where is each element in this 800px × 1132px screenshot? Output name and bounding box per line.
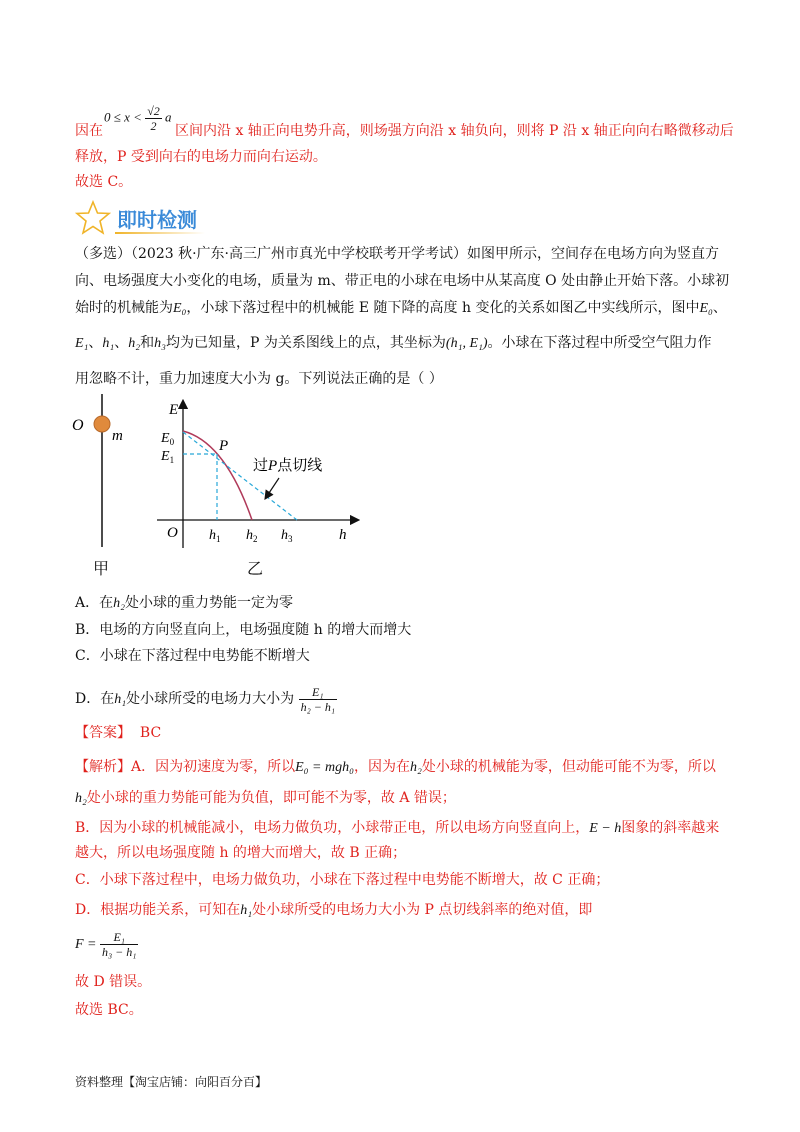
fig-b-h2: $h_2$ (246, 528, 258, 544)
analysis-C: C．小球下落过程中，电场力做负功，小球在下落过程中电势能不断增大，故 C 正确； (75, 872, 610, 888)
question-line3 (75, 298, 727, 319)
analysis-B-line1 (75, 818, 719, 839)
answer-label: 【答案】 (75, 725, 131, 741)
analysis-D-F: F = (75, 937, 97, 952)
answer-value: BC (139, 725, 162, 741)
analysis-A-1: A．因为初速度为零，所以 (131, 759, 296, 775)
range-a: a (165, 109, 172, 125)
prev-line1-text: 区间内沿 x 轴正向电势升高，则场强方向沿 x 轴负向，则将 P 沿 x 轴正向向右略微移动后 (175, 123, 734, 139)
analysis-D-conclusion: 故 D 错误。 (75, 974, 152, 990)
question-line2: 向、电场强度大小变化的电场，质量为 m、带正电的小球在电场中从某高度 O 处由静止开始下落。小球初 (75, 273, 730, 289)
analysis-A-4: 处小球的重力势能可能为负值，即可能不为零，故 A 错误； (86, 790, 456, 806)
fig-b-tangent-line (183, 432, 297, 520)
fig-a-label-m: m (112, 428, 123, 444)
option-C: C．小球在下落过程中电势能不断增大 (75, 648, 310, 664)
q4-h3: h₃ (154, 336, 167, 351)
range-num: √2 (147, 104, 160, 118)
fig-a-label-O: O (72, 417, 84, 434)
q4-a: 、 (88, 335, 103, 351)
prev-solution-conclusion: 故选 C。 (75, 174, 133, 190)
prev-line1-prefix: 因在 (75, 123, 103, 139)
q3-c: 、 (712, 300, 727, 316)
option-A (75, 593, 293, 614)
analysis-A-2: ，因为在 (353, 759, 410, 775)
analysis-B-eh: E − h (589, 821, 622, 836)
option-A-post: 处小球的重力势能一定为零 (125, 595, 293, 611)
figure-a (70, 392, 130, 562)
analysis-A-h2b: h₂ (75, 791, 87, 806)
question-line5: 用忽略不计，重力加速度大小为 g。下列说法正确的是（ ） (75, 371, 443, 387)
prev-solution-line2: 释放，P 受到向右的电场力而向右运动。 (75, 149, 327, 165)
fig-b-E1: $E_1$ (161, 449, 175, 465)
footer-text: 资料整理【淘宝店铺：向阳百分百】 (75, 1075, 268, 1089)
range-prefix: 0 ≤ x < (104, 109, 142, 125)
section-heading (75, 198, 375, 238)
option-D-mid: 处小球所受的电场力大小为 (126, 691, 295, 707)
analysis-A-h2: h₂ (409, 760, 422, 775)
analysis-D-2: 处小球所受的电场力大小为 P 点切线斜率的绝对值，即 (252, 902, 593, 918)
section-underline (115, 232, 205, 234)
answer (75, 723, 161, 743)
analysis-D-1: D．根据功能关系，可知在 (75, 902, 241, 918)
analysis-A-line2 (75, 788, 456, 809)
option-D-fraction (299, 685, 337, 714)
analysis-B-1: B．因为小球的机械能减小，电场力做负功，小球带正电，所以电场方向竖直向上， (75, 820, 590, 836)
option-A-pre: A．在 (75, 595, 114, 611)
q4-h2: h₂ (128, 336, 141, 351)
section-title: 即时检测 (117, 208, 197, 232)
analysis-B-2: 图象的斜率越来 (621, 820, 720, 836)
question-line1: （多选）（2023 秋·广东·高三广州市真光中学校联考开学考试）如图甲所示，空间存在电场方向为竖直方 (75, 246, 719, 262)
q4-d: 均为已知量，P 为关系图线上的点，其坐标为 (166, 335, 446, 351)
fig-b-caption: 乙 (247, 559, 264, 578)
analysis-label: 【解析】 (75, 759, 131, 775)
analysis-A-3: 处小球的机械能为零，但动能可能不为零，所以 (421, 759, 716, 775)
option-D-den: h₂ − h₁ (300, 699, 336, 714)
fig-b-origin: O (167, 525, 178, 541)
fig-b-axis-E: E (169, 402, 179, 418)
figure-b (155, 398, 375, 558)
option-D-num: E₁ (299, 685, 337, 700)
option-D-pre: D．在 (75, 691, 115, 707)
q3-e0: E₀ (173, 301, 187, 316)
q4-e: 。小球在下落过程中所受空气阻力作 (487, 335, 712, 351)
analysis-conclusion: 故选 BC。 (75, 1002, 143, 1018)
q4-e1: E₁ (75, 336, 89, 351)
fig-b-E0: $E_0$ (161, 431, 175, 447)
option-A-h: h₂ (113, 596, 125, 611)
analysis-D-num: E₁ (100, 930, 138, 945)
fig-b-point-P: P (219, 438, 229, 454)
q3-e0b: E₀ (699, 301, 713, 316)
prev-solution-line1 (75, 121, 734, 141)
q3-b: ，小球下落过程中的机械能 E 随下降的高度 h 变化的关系如图乙中实线所示，图中 (186, 300, 700, 316)
q4-coord: (h₁, E₁) (445, 336, 488, 351)
analysis-A-eq: E₀ = mgh₀ (295, 760, 354, 775)
q4-c: 和 (140, 335, 155, 351)
analysis-D-den: h₃ − h₁ (102, 945, 137, 960)
fig-b-h3: $h_3$ (281, 528, 293, 544)
analysis-D-line1 (75, 900, 592, 921)
fig-b-label-arrow (267, 478, 279, 496)
ball-icon (94, 416, 110, 432)
q4-h1: h₁ (102, 336, 115, 351)
star-icon (75, 200, 111, 236)
fig-b-h1: $h_1$ (209, 528, 221, 544)
q4-b: 、 (114, 335, 129, 351)
question-line4 (75, 333, 712, 354)
range-den: 2 (150, 119, 157, 133)
option-B: B．电场的方向竖直向上，电场强度随 h 的增大而增大 (75, 622, 412, 638)
option-D-h: h₁ (114, 692, 127, 707)
analysis-D-formula (75, 930, 138, 960)
fig-b-tangent-label: 过P点切线 (253, 456, 323, 474)
analysis-D-h1: h₁ (240, 903, 253, 918)
fig-a-caption: 甲 (93, 559, 110, 578)
option-D (75, 684, 337, 715)
analysis-A-line1 (75, 757, 716, 778)
analysis-B-line2: 越大，所以电场强度随 h 的增大而增大，故 B 正确； (75, 845, 407, 861)
q3-a: 始时的机械能为 (75, 300, 173, 316)
fig-b-axis-h: h (339, 527, 347, 543)
analysis-D-fraction (100, 930, 138, 959)
